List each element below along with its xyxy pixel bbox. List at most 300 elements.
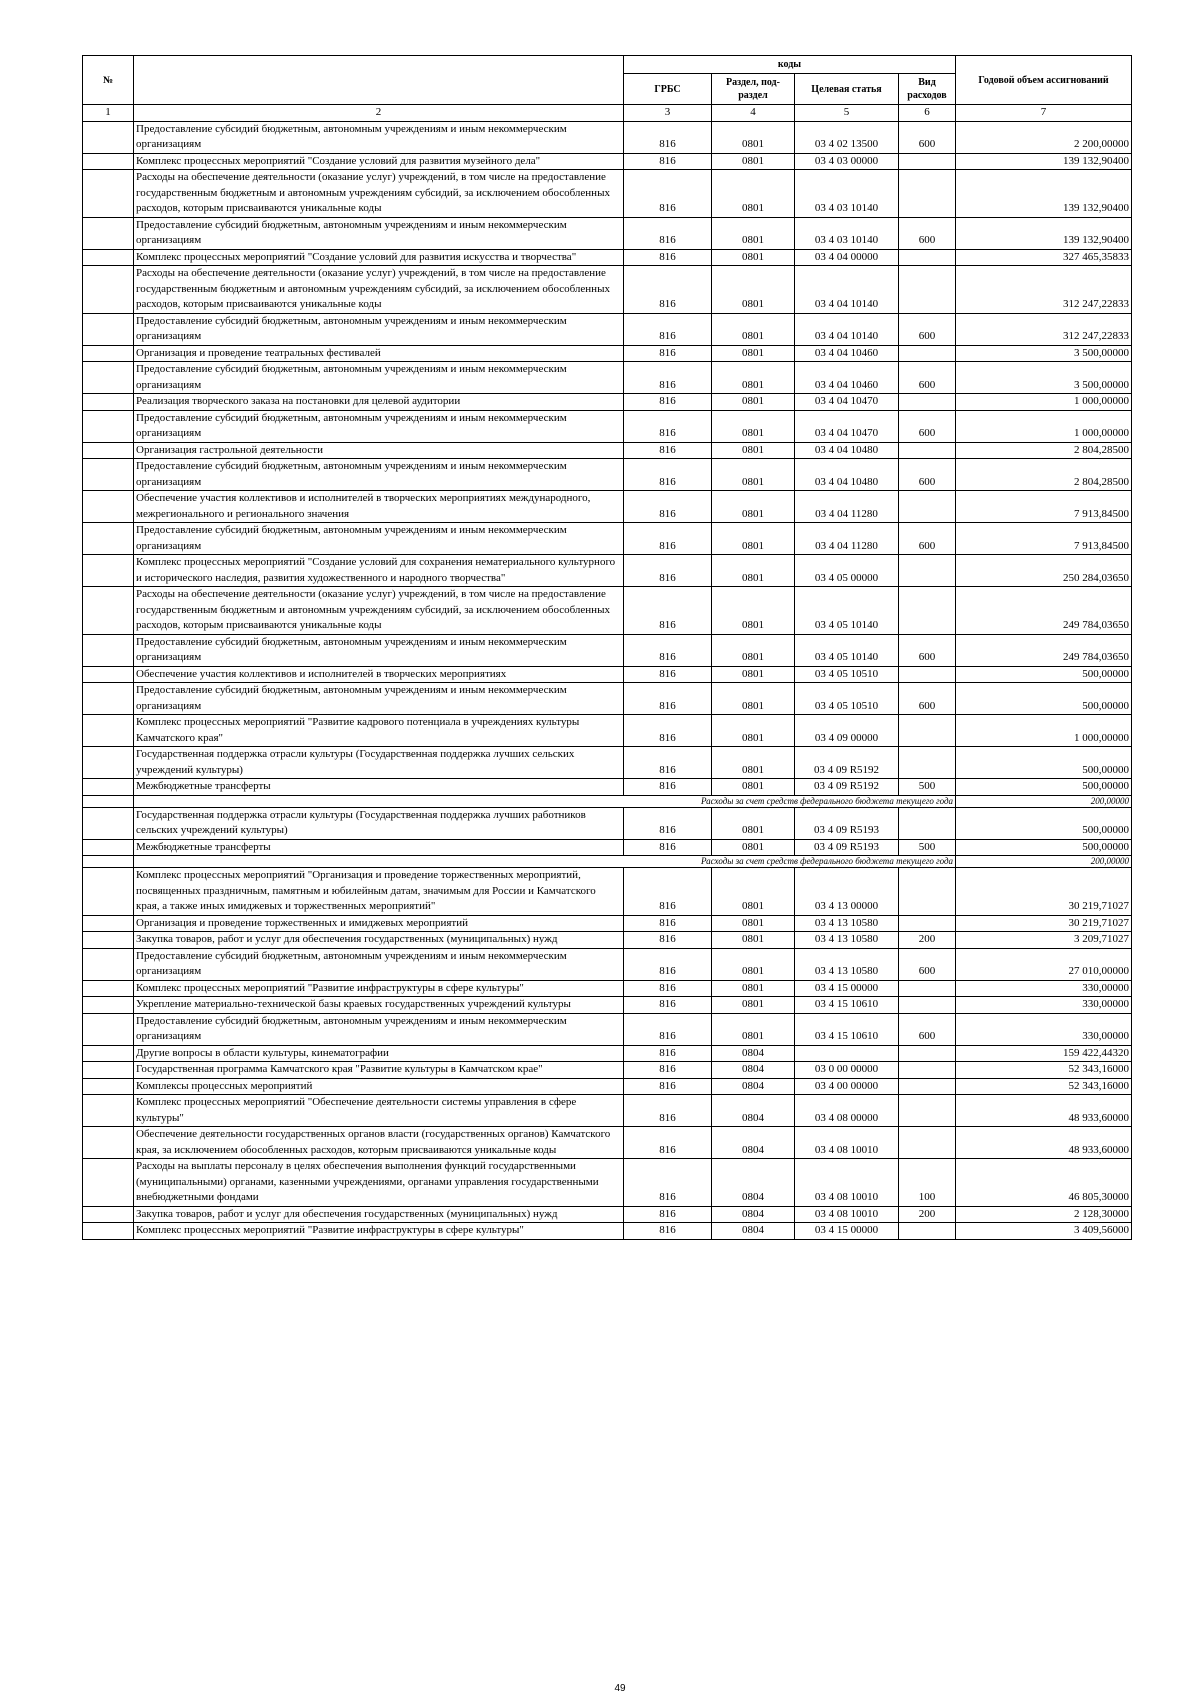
row-grbs: 816 [624, 266, 712, 314]
row-name: Организация и проведение торжественных и имиджевых мероприятий [134, 915, 624, 932]
table-row [83, 121, 1132, 153]
row-expense-type: 100 [899, 1159, 956, 1207]
table-row [83, 1013, 1132, 1045]
row-name: Межбюджетные трансферты [134, 839, 624, 856]
row-target-item: 03 4 13 10580 [795, 932, 899, 949]
header-annual-amount: Годовой объем ассигнований [956, 56, 1132, 105]
table-row [83, 932, 1132, 949]
row-expense-type [899, 1095, 956, 1127]
row-amount: 500,00000 [956, 807, 1132, 839]
table-row [83, 1159, 1132, 1207]
row-section: 0801 [712, 459, 795, 491]
row-number [83, 442, 134, 459]
row-target-item: 03 4 02 13500 [795, 121, 899, 153]
row-grbs: 816 [624, 1045, 712, 1062]
row-amount: 312 247,22833 [956, 266, 1132, 314]
row-section: 0801 [712, 313, 795, 345]
row-section: 0801 [712, 153, 795, 170]
row-expense-type [899, 587, 956, 635]
table-row [83, 868, 1132, 916]
row-expense-type: 200 [899, 1206, 956, 1223]
row-section: 0801 [712, 666, 795, 683]
row-target-item: 03 4 08 00000 [795, 1095, 899, 1127]
row-grbs: 816 [624, 1078, 712, 1095]
row-target-item: 03 4 05 00000 [795, 555, 899, 587]
row-target-item: 03 4 15 00000 [795, 1223, 899, 1240]
row-grbs: 816 [624, 715, 712, 747]
budget-allocation-table [82, 55, 1132, 1240]
row-section: 0801 [712, 442, 795, 459]
row-name: Комплекс процессных мероприятий "Развитие инфраструктуры в сфере культуры" [134, 980, 624, 997]
row-name: Предоставление субсидий бюджетным, автономным учреждениям и иным некоммерческим организациям [134, 683, 624, 715]
row-section: 0801 [712, 683, 795, 715]
row-grbs: 816 [624, 249, 712, 266]
row-section: 0801 [712, 491, 795, 523]
row-name: Обеспечение деятельности государственных органов власти (государственных органов) Камчатского края, за исключением обособленных расходов, которым присваиваются уникальные коды [134, 1127, 624, 1159]
row-number [83, 313, 134, 345]
row-amount: 7 913,84500 [956, 491, 1132, 523]
row-target-item: 03 4 09 R5192 [795, 779, 899, 796]
row-number [83, 868, 134, 916]
row-grbs: 816 [624, 1127, 712, 1159]
row-expense-type [899, 266, 956, 314]
row-target-item: 03 4 15 10610 [795, 997, 899, 1014]
row-section: 0801 [712, 747, 795, 779]
row-number [83, 555, 134, 587]
row-expense-type: 600 [899, 634, 956, 666]
row-section: 0801 [712, 1013, 795, 1045]
row-expense-type [899, 1078, 956, 1095]
table-row [83, 266, 1132, 314]
row-target-item: 03 4 09 00000 [795, 715, 899, 747]
table-row [83, 217, 1132, 249]
row-name: Расходы на обеспечение деятельности (оказание услуг) учреждений, в том числе на предоставление государственным бюджетным и автономным учреждениям субсидий, за исключением обособленных расходов, которым присваиваются уникальные коды [134, 266, 624, 314]
row-target-item: 03 4 04 00000 [795, 249, 899, 266]
table-row [83, 915, 1132, 932]
table-row [83, 1045, 1132, 1062]
row-amount: 249 784,03650 [956, 587, 1132, 635]
table-row [83, 1127, 1132, 1159]
row-amount: 7 913,84500 [956, 523, 1132, 555]
row-amount: 2 200,00000 [956, 121, 1132, 153]
row-name: Комплекс процессных мероприятий "Создание условий для развития музейного дела" [134, 153, 624, 170]
row-target-item: 03 4 05 10510 [795, 683, 899, 715]
row-section: 0801 [712, 587, 795, 635]
row-grbs: 816 [624, 121, 712, 153]
row-number [83, 491, 134, 523]
row-grbs: 816 [624, 394, 712, 411]
row-section: 0801 [712, 779, 795, 796]
header-grbs: ГРБС [624, 74, 712, 105]
row-expense-type [899, 997, 956, 1014]
row-grbs: 816 [624, 779, 712, 796]
row-grbs: 816 [624, 217, 712, 249]
row-number [83, 1078, 134, 1095]
row-grbs: 816 [624, 980, 712, 997]
table-row [83, 1223, 1132, 1240]
row-name: Предоставление субсидий бюджетным, автономным учреждениям и иным некоммерческим организациям [134, 523, 624, 555]
row-name: Организация и проведение театральных фестивалей [134, 345, 624, 362]
row-grbs: 816 [624, 666, 712, 683]
table-row [83, 779, 1132, 796]
row-grbs: 816 [624, 868, 712, 916]
row-grbs: 816 [624, 915, 712, 932]
row-number [83, 948, 134, 980]
row-name: Расходы на обеспечение деятельности (оказание услуг) учреждений, в том числе на предоставление государственным бюджетным и автономным учреждениям субсидий, за исключением обособленных расходов, которым присваиваются уникальные коды [134, 587, 624, 635]
table-row [83, 249, 1132, 266]
row-target-item: 03 4 15 10610 [795, 1013, 899, 1045]
row-expense-type [899, 555, 956, 587]
row-section: 0801 [712, 523, 795, 555]
federal-funds-note-row [83, 856, 1132, 868]
row-name: Предоставление субсидий бюджетным, автономным учреждениям и иным некоммерческим организациям [134, 217, 624, 249]
row-grbs: 816 [624, 345, 712, 362]
row-grbs: 816 [624, 587, 712, 635]
row-expense-type: 200 [899, 932, 956, 949]
row-number [83, 249, 134, 266]
row-grbs: 816 [624, 1159, 712, 1207]
row-grbs: 816 [624, 1223, 712, 1240]
row-grbs: 816 [624, 839, 712, 856]
header-num: № [83, 56, 134, 105]
row-number [83, 1095, 134, 1127]
row-target-item: 03 4 05 10140 [795, 587, 899, 635]
row-section: 0804 [712, 1045, 795, 1062]
table-row [83, 491, 1132, 523]
row-amount: 48 933,60000 [956, 1095, 1132, 1127]
row-amount: 1 000,00000 [956, 715, 1132, 747]
row-amount: 3 500,00000 [956, 362, 1132, 394]
row-amount: 500,00000 [956, 666, 1132, 683]
row-grbs: 816 [624, 747, 712, 779]
table-row [83, 345, 1132, 362]
row-expense-type [899, 491, 956, 523]
row-target-item: 03 4 09 R5193 [795, 839, 899, 856]
row-section: 0801 [712, 170, 795, 218]
row-section: 0801 [712, 932, 795, 949]
column-index: 4 [712, 105, 795, 122]
row-amount: 330,00000 [956, 980, 1132, 997]
row-number [83, 1223, 134, 1240]
row-grbs: 816 [624, 807, 712, 839]
row-number [83, 394, 134, 411]
row-grbs: 816 [624, 555, 712, 587]
row-grbs: 816 [624, 1095, 712, 1127]
row-section: 0804 [712, 1078, 795, 1095]
row-target-item: 03 4 04 10460 [795, 362, 899, 394]
row-expense-type [899, 345, 956, 362]
table-row [83, 394, 1132, 411]
row-number [83, 1127, 134, 1159]
row-amount: 159 422,44320 [956, 1045, 1132, 1062]
table-row [83, 523, 1132, 555]
row-number [83, 715, 134, 747]
row-expense-type [899, 807, 956, 839]
table-row [83, 839, 1132, 856]
column-index-row [83, 105, 1132, 122]
row-amount: 250 284,03650 [956, 555, 1132, 587]
row-section: 0801 [712, 555, 795, 587]
row-section: 0801 [712, 410, 795, 442]
row-name: Комплекс процессных мероприятий "Создание условий для сохранения нематериального культурного и исторического наследия, развития художественного и народного творчества" [134, 555, 624, 587]
row-number [83, 795, 134, 807]
row-expense-type [899, 980, 956, 997]
row-expense-type: 500 [899, 839, 956, 856]
row-amount: 330,00000 [956, 1013, 1132, 1045]
row-name: Закупка товаров, работ и услуг для обеспечения государственных (муниципальных) нужд [134, 932, 624, 949]
row-grbs: 816 [624, 459, 712, 491]
row-number [83, 747, 134, 779]
row-grbs: 816 [624, 170, 712, 218]
row-expense-type: 600 [899, 459, 956, 491]
row-target-item: 03 4 04 11280 [795, 491, 899, 523]
row-amount: 500,00000 [956, 747, 1132, 779]
row-expense-type [899, 249, 956, 266]
table-row [83, 362, 1132, 394]
row-name: Комплекс процессных мероприятий "Развитие инфраструктуры в сфере культуры" [134, 1223, 624, 1240]
row-number [83, 362, 134, 394]
row-section: 0804 [712, 1062, 795, 1079]
row-number [83, 634, 134, 666]
row-section: 0801 [712, 362, 795, 394]
row-target-item: 03 4 03 00000 [795, 153, 899, 170]
row-section: 0801 [712, 915, 795, 932]
table-row [83, 1206, 1132, 1223]
row-number [83, 217, 134, 249]
row-section: 0804 [712, 1223, 795, 1240]
row-amount: 52 343,16000 [956, 1062, 1132, 1079]
row-number [83, 915, 134, 932]
row-expense-type [899, 915, 956, 932]
row-expense-type: 500 [899, 779, 956, 796]
row-number [83, 980, 134, 997]
row-name: Другие вопросы в области культуры, кинематографии [134, 1045, 624, 1062]
table-row [83, 747, 1132, 779]
row-number [83, 1045, 134, 1062]
row-amount: 500,00000 [956, 779, 1132, 796]
table-row [83, 459, 1132, 491]
row-name: Комплекс процессных мероприятий "Организация и проведение торжественных мероприятий, посвященных праздничным, памятным и юбилейным датам, значимым для России и Камчатского края, а также иных имиджевых и торжественных мероприятий" [134, 868, 624, 916]
row-amount: 139 132,90400 [956, 153, 1132, 170]
header-name [134, 56, 624, 105]
row-amount: 2 804,28500 [956, 459, 1132, 491]
row-target-item: 03 4 04 10470 [795, 410, 899, 442]
row-section: 0801 [712, 948, 795, 980]
row-amount: 3 209,71027 [956, 932, 1132, 949]
row-target-item: 03 4 08 10010 [795, 1159, 899, 1207]
row-amount: 30 219,71027 [956, 915, 1132, 932]
row-amount: 46 805,30000 [956, 1159, 1132, 1207]
header-target-item: Целевая статья [795, 74, 899, 105]
row-section: 0801 [712, 249, 795, 266]
row-expense-type [899, 1045, 956, 1062]
row-expense-type: 600 [899, 217, 956, 249]
row-number [83, 1062, 134, 1079]
row-grbs: 816 [624, 153, 712, 170]
column-index: 5 [795, 105, 899, 122]
row-amount: 1 000,00000 [956, 410, 1132, 442]
row-expense-type [899, 666, 956, 683]
row-number [83, 997, 134, 1014]
row-target-item: 03 4 03 10140 [795, 170, 899, 218]
row-name: Предоставление субсидий бюджетным, автономным учреждениям и иным некоммерческим организациям [134, 459, 624, 491]
row-amount: 3 500,00000 [956, 345, 1132, 362]
row-number [83, 856, 134, 868]
row-expense-type: 600 [899, 362, 956, 394]
row-expense-type [899, 715, 956, 747]
column-index: 1 [83, 105, 134, 122]
column-index: 6 [899, 105, 956, 122]
row-target-item: 03 4 05 10510 [795, 666, 899, 683]
row-expense-type [899, 747, 956, 779]
row-amount: 500,00000 [956, 839, 1132, 856]
row-amount: 30 219,71027 [956, 868, 1132, 916]
row-section: 0804 [712, 1159, 795, 1207]
row-grbs: 816 [624, 491, 712, 523]
table-row [83, 170, 1132, 218]
table-row [83, 715, 1132, 747]
row-target-item: 03 4 00 00000 [795, 1078, 899, 1095]
row-section: 0804 [712, 1206, 795, 1223]
row-target-item: 03 4 09 R5193 [795, 807, 899, 839]
row-amount: 500,00000 [956, 683, 1132, 715]
row-target-item: 03 4 04 10140 [795, 266, 899, 314]
row-name: Комплекс процессных мероприятий "Создание условий для развития искусства и творчества" [134, 249, 624, 266]
row-amount: 3 409,56000 [956, 1223, 1132, 1240]
row-grbs: 816 [624, 313, 712, 345]
table-row [83, 555, 1132, 587]
row-expense-type [899, 442, 956, 459]
table-row [83, 683, 1132, 715]
row-name: Предоставление субсидий бюджетным, автономным учреждениям и иным некоммерческим организациям [134, 410, 624, 442]
row-amount: 312 247,22833 [956, 313, 1132, 345]
row-name: Предоставление субсидий бюджетным, автономным учреждениям и иным некоммерческим организациям [134, 313, 624, 345]
row-target-item: 03 4 04 10140 [795, 313, 899, 345]
row-expense-type: 600 [899, 523, 956, 555]
header-codes: коды [624, 56, 956, 74]
row-grbs: 816 [624, 1013, 712, 1045]
row-amount: 249 784,03650 [956, 634, 1132, 666]
row-name: Межбюджетные трансферты [134, 779, 624, 796]
row-expense-type [899, 1062, 956, 1079]
row-grbs: 816 [624, 442, 712, 459]
page-number: 49 [614, 1683, 626, 1694]
row-target-item: 03 4 13 10580 [795, 915, 899, 932]
row-section: 0804 [712, 1127, 795, 1159]
table-row [83, 807, 1132, 839]
row-expense-type: 600 [899, 313, 956, 345]
row-name: Комплекс процессных мероприятий "Развитие кадрового потенциала в учреждениях культуры Камчатского края" [134, 715, 624, 747]
row-amount: 2 128,30000 [956, 1206, 1132, 1223]
row-number [83, 587, 134, 635]
row-target-item: 03 4 13 10580 [795, 948, 899, 980]
table-row [83, 980, 1132, 997]
note-text: Расходы за счет средств федерального бюджета текущего года [134, 856, 956, 868]
row-target-item [795, 1045, 899, 1062]
column-index: 7 [956, 105, 1132, 122]
note-text: Расходы за счет средств федерального бюджета текущего года [134, 795, 956, 807]
federal-funds-note-row [83, 795, 1132, 807]
table-row [83, 313, 1132, 345]
row-number [83, 666, 134, 683]
row-expense-type: 600 [899, 410, 956, 442]
row-target-item: 03 4 04 10480 [795, 459, 899, 491]
table-row [83, 997, 1132, 1014]
row-expense-type [899, 153, 956, 170]
row-expense-type [899, 170, 956, 218]
row-name: Предоставление субсидий бюджетным, автономным учреждениям и иным некоммерческим организациям [134, 1013, 624, 1045]
row-target-item: 03 4 03 10140 [795, 217, 899, 249]
row-target-item: 03 4 08 10010 [795, 1206, 899, 1223]
row-number [83, 1013, 134, 1045]
row-amount: 52 343,16000 [956, 1078, 1132, 1095]
row-number [83, 1159, 134, 1207]
row-section: 0801 [712, 868, 795, 916]
row-expense-type [899, 868, 956, 916]
row-name: Обеспечение участия коллективов и исполнителей в творческих мероприятиях международного, межрегионального и регионального значения [134, 491, 624, 523]
row-name: Комплексы процессных мероприятий [134, 1078, 624, 1095]
row-section: 0801 [712, 266, 795, 314]
row-section: 0801 [712, 634, 795, 666]
row-grbs: 816 [624, 948, 712, 980]
row-amount: 27 010,00000 [956, 948, 1132, 980]
row-name: Предоставление субсидий бюджетным, автономным учреждениям и иным некоммерческим организациям [134, 948, 624, 980]
row-expense-type [899, 1223, 956, 1240]
row-grbs: 816 [624, 1062, 712, 1079]
row-amount: 2 804,28500 [956, 442, 1132, 459]
note-amount: 200,00000 [956, 795, 1132, 807]
table-body [83, 121, 1132, 1239]
row-amount: 327 465,35833 [956, 249, 1132, 266]
row-target-item: 03 4 04 10470 [795, 394, 899, 411]
row-grbs: 816 [624, 1206, 712, 1223]
row-expense-type [899, 1127, 956, 1159]
header-section: Раздел, под-раздел [712, 74, 795, 105]
row-target-item: 03 0 00 00000 [795, 1062, 899, 1079]
table-row [83, 634, 1132, 666]
row-grbs: 816 [624, 932, 712, 949]
row-name: Организация гастрольной деятельности [134, 442, 624, 459]
table-row [83, 1095, 1132, 1127]
row-name: Обеспечение участия коллективов и исполнителей в творческих мероприятиях [134, 666, 624, 683]
header-expense-type: Вид расходов [899, 74, 956, 105]
row-section: 0801 [712, 839, 795, 856]
row-number [83, 266, 134, 314]
column-index: 3 [624, 105, 712, 122]
row-name: Государственная поддержка отрасли культуры (Государственная поддержка лучших работников сельских учреждений культуры) [134, 807, 624, 839]
row-name: Комплекс процессных мероприятий "Обеспечение деятельности системы управления в сфере культуры" [134, 1095, 624, 1127]
table-row [83, 666, 1132, 683]
row-target-item: 03 4 15 00000 [795, 980, 899, 997]
row-expense-type [899, 394, 956, 411]
table-row [83, 410, 1132, 442]
row-number [83, 839, 134, 856]
table-row [83, 153, 1132, 170]
row-name: Предоставление субсидий бюджетным, автономным учреждениям и иным некоммерческим организациям [134, 362, 624, 394]
row-section: 0801 [712, 997, 795, 1014]
row-target-item: 03 4 04 10460 [795, 345, 899, 362]
row-number [83, 807, 134, 839]
row-number [83, 410, 134, 442]
row-name: Укрепление материально-технической базы краевых государственных учреждений культуры [134, 997, 624, 1014]
row-grbs: 816 [624, 634, 712, 666]
row-grbs: 816 [624, 523, 712, 555]
table-row [83, 1078, 1132, 1095]
row-section: 0801 [712, 715, 795, 747]
table-row [83, 1062, 1132, 1079]
row-section: 0801 [712, 217, 795, 249]
row-number [83, 1206, 134, 1223]
